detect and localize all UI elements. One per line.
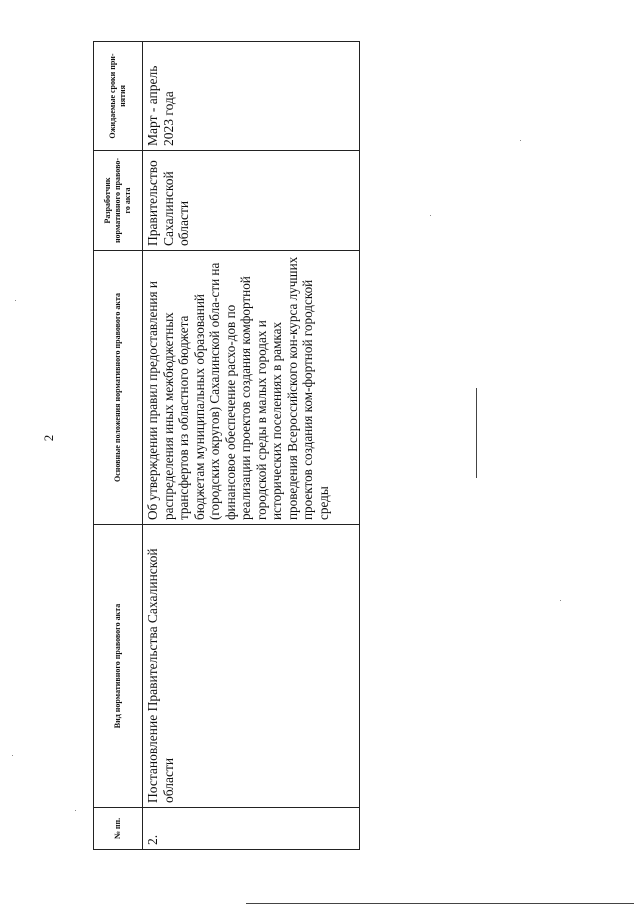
legal-acts-table — [93, 41, 360, 850]
signature-line — [476, 388, 477, 478]
scan-speck — [430, 215, 431, 216]
rotated-table-container — [93, 42, 360, 850]
cell-deadline: Март - апрель 2023 года — [143, 42, 360, 151]
scan-speck — [12, 755, 13, 756]
cell-developer: Правительство Сахалинской области — [143, 151, 360, 251]
header-num: № пп. — [94, 808, 143, 850]
header-kind: Вид нормативного правового акта — [94, 525, 143, 808]
bottom-rule — [246, 903, 634, 904]
scan-speck — [15, 300, 16, 301]
table-header-row — [94, 42, 143, 850]
header-developer: Разработчик нормативного правово-го акта — [94, 151, 143, 251]
header-deadline: Ожидаемые сроки при-нятия — [94, 42, 143, 151]
header-main: Основные положения нормативного правового акта — [94, 251, 143, 525]
scan-speck — [560, 600, 561, 601]
scan-speck — [75, 810, 76, 811]
cell-main: Об утверждении правил предоставления и распределения иных межбюджетных трансфертов из областного бюджета бюджетам муниципальных образований (городских округов) Сахалинской обла-сти на финансовое обеспечение расхо-дов по реализации проектов создания комфортной городской среды в малых городах и исторических поселениях в рамках проведения Всероссийского кон-курса лучших проектов создания ком-фортной городской среды — [143, 251, 360, 525]
page-number: 2 — [41, 434, 56, 442]
table-row — [143, 42, 360, 850]
cell-num: 2. — [143, 808, 360, 850]
scan-speck — [520, 140, 521, 141]
cell-kind: Постановление Правительства Сахалинской области — [143, 525, 360, 808]
